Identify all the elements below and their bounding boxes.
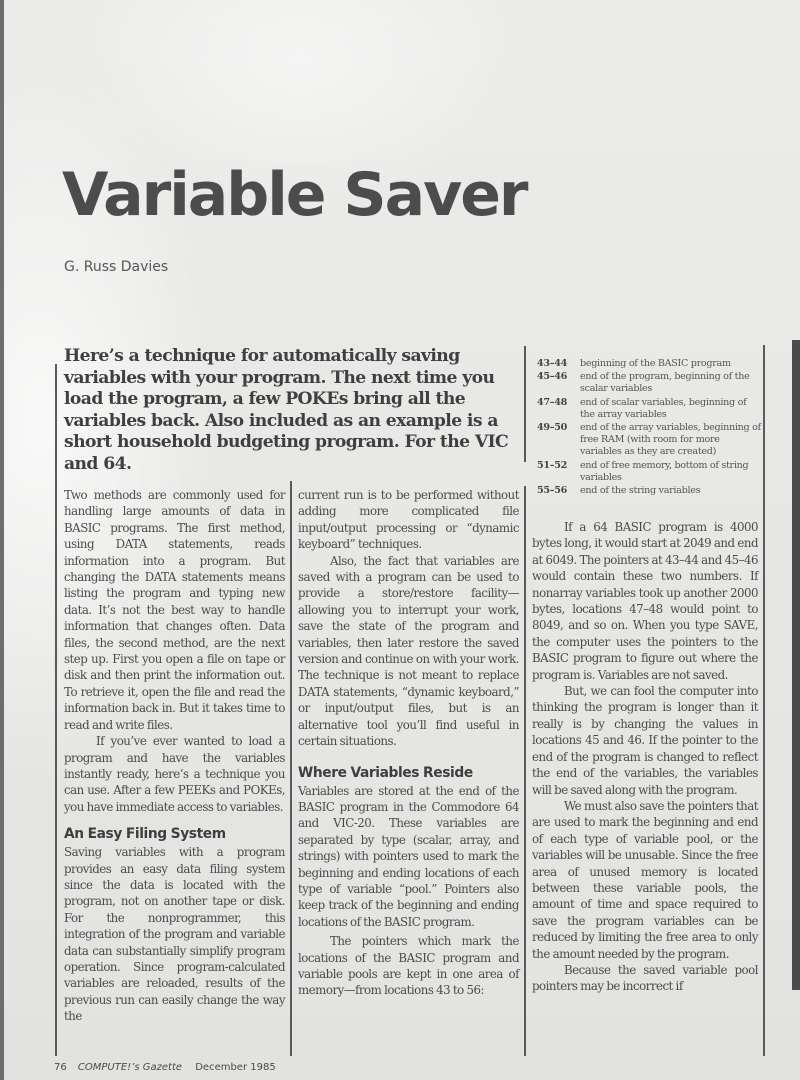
body-column-1 [64, 487, 285, 1025]
pointer-row [537, 358, 762, 370]
column-rule-middle [290, 481, 292, 1056]
pointer-row [537, 371, 762, 395]
body-paragraph: If a 64 BASIC program is 4000 bytes long, it would start at 2049 and end at 6049. The pointers at 43–44 and 45–46 would contain these two numbers. If nonarray variables took up another 2000 bytes, locations 47–48 would point to 8049, and so on. When you type SAVE, the computer uses the pointers to the BASIC program to figure out where the program is. Variables are not saved. [532, 520, 758, 682]
section-heading: Where Variables Reside [298, 764, 473, 781]
pointer-table [537, 358, 762, 498]
column-rule-deck-right [524, 346, 526, 462]
section-heading: An Easy Filing System [64, 826, 226, 843]
magazine-name: COMPUTE!’s Gazette [77, 1062, 183, 1073]
pointer-row [537, 485, 762, 497]
body-paragraph: We must also save the pointers that are used to mark the beginning and end of each type of variable pool, or the variables will be unusable. Since the free area of unused memory is located between these variable pools, the amount of time and space required to save the program variables can be reduced by limiting the free area to only the amount needed by the program. [532, 798, 758, 961]
article-author: G. Russ Davies [64, 259, 169, 275]
body-paragraph: The pointers which mark the locations of the BASIC program and variable pools are kept in one area of memory—from locations 43 to 56: [298, 934, 519, 998]
pointer-row [537, 422, 762, 458]
pointer-description: end of the string variables [580, 484, 701, 496]
pointer-description: end of the program, beginning of the scalar variables [580, 371, 750, 395]
body-column-3 [532, 519, 758, 995]
pointer-description: end of the array variables, beginning of free RAM (with room for more variables as they are created) [580, 422, 761, 458]
pointer-row [537, 460, 762, 484]
pointer-location: 51–52 [537, 459, 567, 471]
pointer-location: 47–48 [537, 396, 567, 408]
scan-edge-left [0, 0, 4, 1080]
column-rule-left [55, 364, 57, 1056]
pointer-location: 43–44 [537, 358, 567, 369]
body-paragraph: Two methods are commonly used for handling large amounts of data in BASIC programs. The first method, using DATA statements, reads information into a program. But changing the DATA statements means listing the program and typing new data. It’s not the best way to handle information that changes often. Data files, the second method, are the next step up. First you open a file on tape or disk and then print the information out. To retrieve it, open the file and read the information back in. But it takes time to read and write files. [64, 488, 285, 732]
column-rule-right-inner [524, 486, 526, 1056]
scan-edge-right [792, 340, 800, 990]
article-title: Variable Saver [62, 160, 527, 230]
pointer-location: 45–46 [537, 371, 567, 383]
issue-date: December 1985 [195, 1062, 276, 1073]
pointer-location: 49–50 [537, 422, 567, 434]
body-paragraph: current run is to be performed without adding more complicated file input/output processing or “dynamic keyboard” techniques. [298, 488, 519, 552]
page-footer [54, 1062, 276, 1073]
pointer-row [537, 397, 762, 421]
pointer-description: beginning of the BASIC program [580, 358, 731, 369]
body-paragraph: But, we can fool the computer into thinking the program is longer than it really is by changing the values in locations 45 and 46. If the pointer to the end of the program is changed to reflect the end of the variables, the variables will be saved along with the program. [532, 684, 758, 797]
page-number: 76 [54, 1062, 67, 1073]
pointer-location: 55–56 [537, 484, 567, 496]
column-rule-right [763, 345, 765, 1056]
body-paragraph: Because the saved variable pool pointers may be incorrect if [532, 962, 758, 994]
body-paragraph: If you’ve ever wanted to load a program and have the variables instantly ready, here’s a technique you can use. After a few PEEKs and POKEs, you have immediate access to variables. [64, 734, 285, 814]
body-paragraph: Also, the fact that variables are saved with a program can be used to provide a store/restore facility—allowing you to interrupt your work, save the state of the program and variables, then later restore the saved version and continue on with your work. The technique is not meant to replace DATA statements, “dynamic keyboard,” or input/output files, but is an alternative tool you’ll find useful in certain situations. [298, 553, 519, 749]
pointer-description: end of free memory, bottom of string variables [580, 459, 749, 483]
body-paragraph: Variables are stored at the end of the BASIC program in the Commodore 64 and VIC-20. These variables are separated by type (scalar, array, and strings) with pointers used to mark the beginning and ending locations of each type of variable “pool.” Pointers also keep track of the beginning and ending locations of the BASIC program. [298, 783, 519, 929]
article-deck: Here’s a technique for automatically saving variables with your program. The next time you load the program, a few POKEs bring all the variables back. Also included as an example is a short household budgeting program. For the VIC and 64. [64, 346, 509, 474]
body-column-2 [298, 487, 519, 999]
body-paragraph: Saving variables with a program provides an easy data filing system since the data is located with the program, not on another tape or disk. For the nonprogrammer, this integration of the program and variable data can substantially simplify program operation. Since program-calculated variables are reloaded, results of the previous run can easily change the way the [64, 845, 285, 1024]
pointer-description: end of scalar variables, beginning of the array variables [580, 396, 747, 420]
